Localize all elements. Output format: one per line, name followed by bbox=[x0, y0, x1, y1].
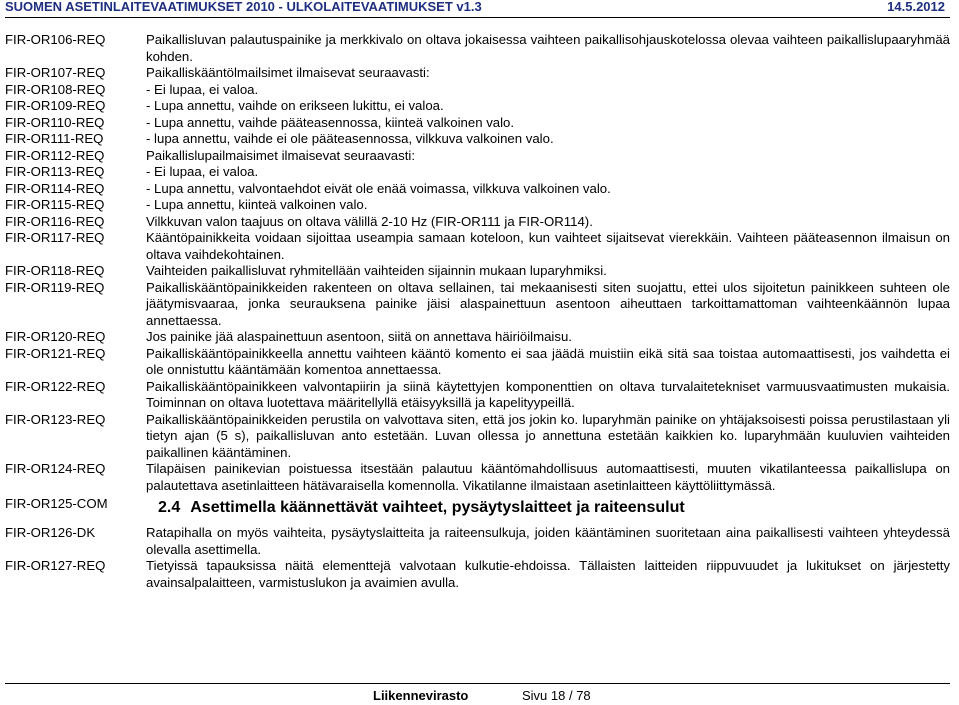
requirement-text: Vaihteiden paikallisluvat ryhmitellään vaihteiden sijainnin mukaan luparyhmiksi. bbox=[146, 263, 607, 278]
requirement-text: Paikallislupailmaisimet ilmaisevat seuraavasti: bbox=[146, 147, 415, 163]
requirement-id: FIR-OR111-REQ bbox=[5, 131, 104, 146]
requirement-id: FIR-OR118-REQ bbox=[5, 263, 105, 278]
table-row bbox=[5, 461, 950, 494]
document-title: SUOMEN ASETINLAITEVAATIMUKSET 2010 - ULKOLAITEVAATIMUKSET v1.3 bbox=[5, 0, 482, 14]
requirement-id: FIR-OR107-REQ bbox=[5, 65, 106, 80]
requirement-text: - Lupa annettu, vaihde on erikseen lukittu, ei valoa. bbox=[146, 98, 444, 113]
table-row bbox=[5, 82, 950, 99]
requirement-text: - Lupa annettu, valvontaehdot eivät ole enää voimassa, vilkkuva valkoinen valo. bbox=[146, 180, 611, 196]
requirement-id: FIR-OR114-REQ bbox=[5, 180, 105, 196]
requirement-text: - lupa annettu, vaihde ei ole pääteasennossa, vilkkuva valkoinen valo. bbox=[146, 131, 554, 146]
table-row bbox=[5, 230, 950, 263]
requirement-text: Vilkkuvan valon taajuus on oltava välillä 2-10 Hz (FIR-OR111 ja FIR-OR114). bbox=[146, 213, 593, 229]
requirement-id: FIR-OR116-REQ bbox=[5, 213, 105, 229]
table-row bbox=[5, 181, 950, 198]
requirement-text: Jos painike jää alaspainettuun asentoon, siitä on annettava häiriöilmaisu. bbox=[146, 329, 572, 344]
requirement-id: FIR-OR109-REQ bbox=[5, 98, 106, 113]
requirement-id: FIR-OR121-REQ bbox=[5, 345, 106, 361]
requirement-id: FIR-OR123-REQ bbox=[5, 411, 106, 427]
table-row bbox=[5, 263, 950, 280]
requirements-table bbox=[5, 32, 950, 591]
table-row bbox=[5, 115, 950, 132]
page-footer bbox=[0, 689, 959, 703]
requirement-text: Paikalliskääntölmailsimet ilmaisevat seuraavasti: bbox=[146, 65, 430, 80]
requirement-id: FIR-OR117-REQ bbox=[5, 230, 105, 245]
requirement-id: FIR-OR126-DK bbox=[5, 525, 96, 540]
table-row bbox=[5, 164, 950, 181]
table-row bbox=[5, 412, 950, 462]
requirement-text: - Ei lupaa, ei valoa. bbox=[146, 81, 259, 97]
requirement-id: FIR-OR124-REQ bbox=[5, 461, 106, 476]
document-date: 14.5.2012 bbox=[887, 0, 945, 14]
table-row bbox=[5, 525, 950, 558]
requirement-id: FIR-OR122-REQ bbox=[5, 378, 106, 394]
requirement-text: Paikalliskääntöpainikkeella annettu vaihteen kääntö komento ei saa jäädä muistiin eikä sitä saa toistaa automaattisesti, jos vaihdetta ei ole onnistuttu kääntämään komentoa annettaessa. bbox=[146, 345, 950, 377]
requirement-text: - Lupa annettu, kiinteä valkoinen valo. bbox=[146, 197, 368, 212]
requirement-text: - Lupa annettu, vaihde pääteasennossa, kiinteä valkoinen valo. bbox=[146, 114, 515, 130]
table-row bbox=[5, 329, 950, 346]
requirement-id: FIR-OR108-REQ bbox=[5, 81, 106, 97]
table-row bbox=[5, 214, 950, 231]
requirement-id: FIR-OR119-REQ bbox=[5, 279, 105, 295]
requirement-text: Paikalliskääntöpainikkeen valvontapiirin ja siinä käytettyjen komponenttien on oltava turvalaitetekniset varmuusvaatimusten mukaisia. Toiminnan on oltava luotettava määritellyllä etäisyyksillä ja kapelityypeillä. bbox=[146, 378, 950, 410]
requirement-id: FIR-OR113-REQ bbox=[5, 164, 105, 179]
section-title: Asettimella käännettävät vaihteet, pysäytyslaitteet ja raiteensulut bbox=[190, 499, 685, 516]
table-row bbox=[5, 98, 950, 115]
section-number: 2.4 bbox=[158, 499, 181, 516]
requirement-id: FIR-OR115-REQ bbox=[5, 197, 105, 212]
requirement-text: Tilapäisen painikevian poistuessa itsestään palautuu kääntömahdollisuus automaattisesti, muuten vikatilanteessa paikallislupa on palautettava asetinlaitteen hätävaraisella komennolla. Vikatilanne ilmaistaan asetinlaitteen käyttöliittymässä. bbox=[146, 461, 950, 493]
table-row bbox=[5, 65, 950, 82]
requirement-id: FIR-OR106-REQ bbox=[5, 32, 106, 47]
footer-organization: Liikennevirasto bbox=[373, 688, 469, 703]
section-heading bbox=[146, 494, 950, 516]
requirement-text: Paikallisluvan palautuspainike ja merkkivalo on oltava jokaisessa vaihteen paikallisohjauskotelossa olevaa vaihteen paikallislupaaryhmää kohden. bbox=[146, 32, 950, 64]
table-row bbox=[5, 280, 950, 330]
table-row bbox=[5, 379, 950, 412]
section-id: FIR-OR125-COM bbox=[5, 496, 108, 511]
spacer bbox=[5, 516, 950, 525]
table-row bbox=[5, 558, 950, 591]
footer-divider bbox=[5, 683, 950, 684]
table-row bbox=[5, 346, 950, 379]
requirement-text: Kääntöpainikkeita voidaan sijoittaa useampia samaan koteloon, kun vaihteet sijaitsevat vierekkäin. Vaihteen pääteasennon ilmaisun on oltava vaihdekohtainen. bbox=[146, 230, 950, 262]
requirement-text: Ratapihalla on myös vaihteita, pysäytyslaitteita ja raiteensulkuja, joiden kääntäminen suoritetaan aina paikallisesti vaihteen yhteydessä olevalla asettimella. bbox=[146, 525, 950, 557]
section-row bbox=[5, 494, 950, 516]
requirement-id: FIR-OR110-REQ bbox=[5, 114, 105, 130]
requirement-id: FIR-OR127-REQ bbox=[5, 558, 106, 573]
requirement-id: FIR-OR112-REQ bbox=[5, 147, 105, 163]
table-row bbox=[5, 148, 950, 165]
table-row bbox=[5, 32, 950, 65]
requirement-text: Paikalliskääntöpainikkeiden rakenteen on oltava sellainen, tai mekaanisesti siten suojattu, ettei ulos sijoitetun painikkeen suhteen ole jäätymisvaaraa, jonka seurauksena painike jäisi alaspainettuun asentoon aiheuttaen tarkoittamattoman vaihteenkäännön lupaa annettaessa. bbox=[146, 279, 950, 328]
requirement-id: FIR-OR120-REQ bbox=[5, 329, 106, 344]
requirement-text: - Ei lupaa, ei valoa. bbox=[146, 164, 259, 179]
page-number: Sivu 18 / 78 bbox=[522, 688, 591, 703]
table-row bbox=[5, 197, 950, 214]
table-row bbox=[5, 131, 950, 148]
requirement-text: Tietyissä tapauksissa näitä elementtejä valvotaan kulkutie-ehdoissa. Tällaisten laitteiden riippuvuudet ja lukitukset on järjestetty avainsalpalaitteen, varmistuslukon ja avaimien avulla. bbox=[146, 558, 950, 590]
header-divider bbox=[5, 17, 950, 18]
requirement-text: Paikalliskääntöpainikkeiden perustila on valvottava siten, että jos jokin ko. luparyhmän painike on yhtäjaksoisesti poissa perustilastaan yli tietyn ajan (5 s), paikallisluvan anto estetään. Luvan ollessa jo annettuna estetään kaikkien ko. luparyhmään kuuluvien vaihteiden paikallinen kääntäminen. bbox=[146, 411, 950, 460]
page-header bbox=[0, 0, 959, 14]
